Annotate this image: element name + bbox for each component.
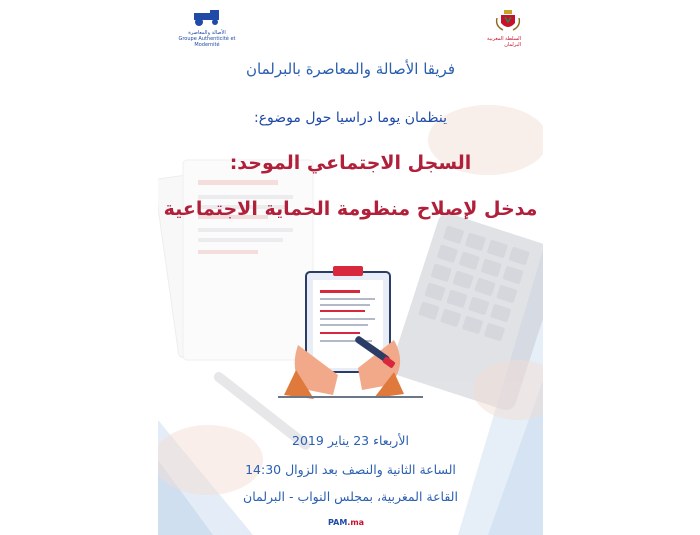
website-main: PAM [328, 518, 348, 527]
coat-of-arms-icon [495, 8, 521, 32]
parliament-logo [461, 8, 521, 48]
event-date: الأربعاء 23 يناير 2019 [292, 433, 409, 448]
paperwork-illustration [158, 0, 543, 535]
parliament-name-1: السلطة المغربية [487, 36, 521, 42]
event-venue: القاعة المغربية، بمجلس النواب - البرلمان [243, 489, 458, 504]
party-name-ar: الأصالة والمعاصرة [188, 30, 226, 36]
title-line-2: مدخل لإصلاح منظومة الحماية الاجتماعية [163, 198, 538, 220]
website-link[interactable] [328, 518, 364, 527]
tractor-logo-icon [192, 8, 222, 26]
party-logo [178, 8, 236, 48]
intro-text: ينظمان يوما دراسيا حول موضوع: [253, 110, 448, 126]
title-line-1: السجل الاجتماعي الموحد: [229, 152, 472, 174]
desk-line [278, 396, 423, 398]
event-time: الساعة الثانية والنصف بعد الزوال 14:30 [245, 462, 456, 477]
organizer-text: فريقا الأصالة والمعاصرة بالبرلمان [245, 60, 455, 78]
website-suffix: .ma [347, 518, 365, 527]
faded-documents [158, 160, 313, 360]
poster [158, 0, 543, 535]
parliament-name-2: البرلمان [504, 42, 521, 48]
party-name-fr: Groupe Authenticité et Modernité [178, 36, 236, 48]
